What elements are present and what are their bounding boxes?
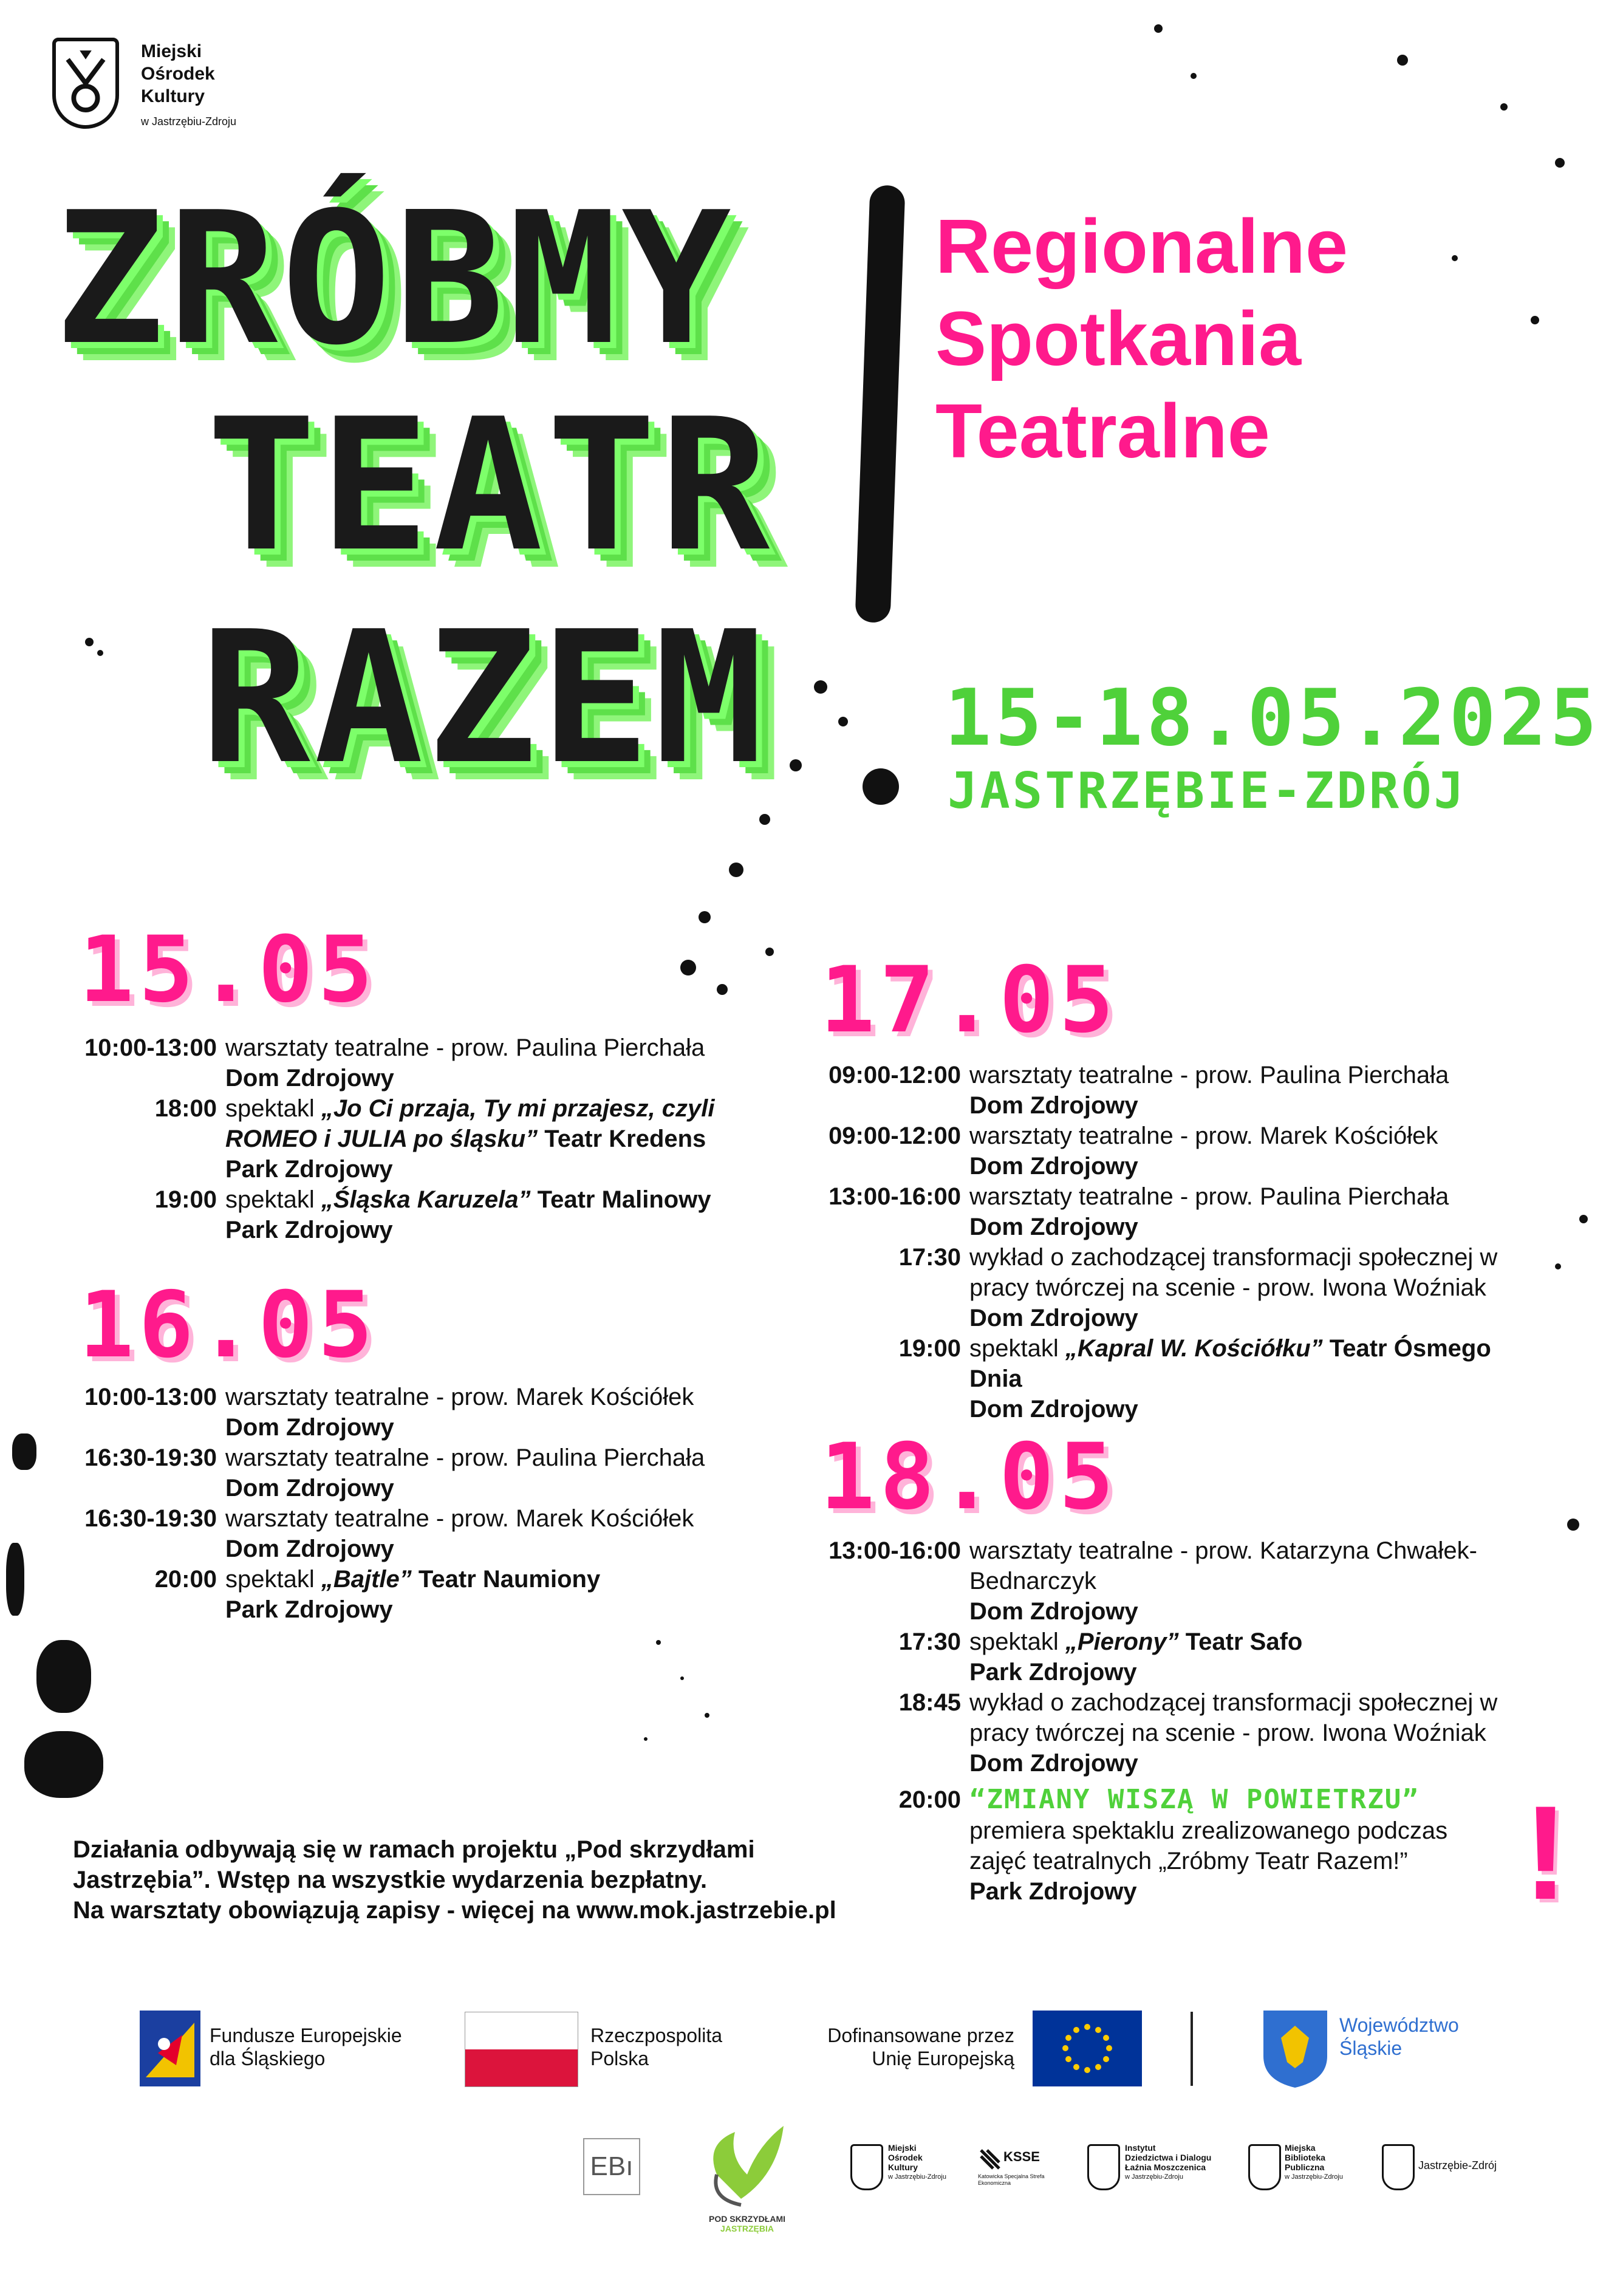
sponsor-divider — [1191, 2012, 1193, 2086]
schedule-entry — [73, 1093, 729, 1184]
exclamation-dot — [863, 768, 899, 805]
entry-time: 20:00 — [154, 1566, 217, 1593]
entry-time: 09:00-12:00 — [829, 1122, 961, 1149]
library-label: Miejska Biblioteka Publiczna w Jastrzębiu-Zdroju — [1285, 2143, 1343, 2181]
finale-description: premiera spektaklu zrealizowanego podczas zajęć teatralnych „Zróbmy Teatr Razem!” — [969, 1817, 1448, 1874]
entry-description: wykład o zachodzącej transformacji społecznej w pracy twórczej na scenie - prow. Iwona Woźniak — [969, 1689, 1498, 1746]
day-header: 15.05 — [79, 917, 378, 1023]
entry-location: Park Zdrojowy — [225, 1156, 393, 1183]
entry-time: 18:45 — [898, 1689, 961, 1716]
mok-logo-icon — [52, 38, 119, 129]
ebi-logo: EBı — [583, 2138, 640, 2195]
show-title: „Jo Ci przaja, Ty mi przajesz, czyli ROMEO i JULIA po śląsku” — [225, 1095, 715, 1152]
entry-time: 13:00-16:00 — [829, 1537, 961, 1564]
title-line-3: RAZEM — [200, 592, 768, 804]
pod-skrzydlami-logo — [692, 2120, 802, 2241]
entry-location: Dom Zdrojowy — [225, 1065, 394, 1092]
entry-location: Park Zdrojowy — [969, 1878, 1137, 1905]
city-logo-icon — [1382, 2144, 1415, 2190]
day-header: 17.05 — [820, 948, 1119, 1053]
title-line-1: ZRÓBMY — [55, 173, 735, 385]
schedule-entry — [817, 1687, 1522, 1778]
fe-logo-icon — [140, 2011, 200, 2086]
entry-time: 13:00-16:00 — [829, 1183, 961, 1210]
rp-label: Rzeczpospolita Polska — [590, 2024, 722, 2069]
theatre-name: Teatr Naumiony — [411, 1566, 601, 1593]
entry-time: 19:00 — [154, 1186, 217, 1213]
show-title: „Kapral W. Kościółku” — [1065, 1335, 1323, 1362]
day-header: 18.05 — [820, 1424, 1119, 1530]
schedule-entry — [817, 1627, 1522, 1687]
entry-location: Dom Zdrojowy — [969, 1092, 1138, 1119]
entry-time: 16:30-19:30 — [84, 1505, 217, 1532]
schedule-entry — [817, 1181, 1546, 1242]
entry-time: 10:00-13:00 — [84, 1034, 217, 1061]
entry-location: Park Zdrojowy — [969, 1659, 1137, 1686]
entry-description: spektakl — [225, 1095, 321, 1122]
mok-small-logo-icon — [850, 2144, 883, 2190]
schedule-entry — [817, 1060, 1546, 1121]
schedule-entry — [817, 1242, 1546, 1333]
eu-label: Dofinansowane przez Unię Europejską — [827, 2024, 1014, 2069]
show-title: „Bajtle” — [321, 1566, 412, 1593]
silesia-coat-of-arms-icon — [1260, 2007, 1330, 2089]
show-title: „Śląska Karuzela” — [321, 1186, 531, 1213]
ksse-sub: Katowicka Specjalna Strefa Ekonomiczna — [978, 2173, 1045, 2186]
entry-location: Dom Zdrojowy — [969, 1396, 1138, 1423]
entry-time: 16:30-19:30 — [84, 1444, 217, 1471]
event-dates: 15-18.05.2025 — [945, 673, 1601, 764]
entry-location: Dom Zdrojowy — [225, 1536, 394, 1562]
theatre-name: Teatr Safo — [1178, 1628, 1303, 1655]
entry-description: warsztaty teatralne - prow. Marek Kościółek — [969, 1122, 1438, 1149]
city-label: Jastrzębie-Zdrój — [1418, 2159, 1497, 2171]
day-header: 16.05 — [79, 1273, 378, 1378]
wing-icon — [692, 2120, 802, 2211]
ksse-label: KSSE — [1003, 2149, 1040, 2164]
entry-time: 10:00-13:00 — [84, 1384, 217, 1410]
footer-note: Działania odbywają się w ramach projektu „Pod skrzydłami Jastrzębia”. Wstęp na wszystkie wydarzenia bezpłatny. Na warsztaty obowiązują zapisy - więcej na www.mok.jastrzebie.pl — [73, 1836, 836, 1924]
entry-location: Dom Zdrojowy — [969, 1305, 1138, 1331]
entry-location: Park Zdrojowy — [225, 1217, 393, 1243]
schedule-day-3 — [817, 1060, 1546, 1424]
entry-description: wykład o zachodzącej transformacji społecznej w pracy twórczej na scenie - prow. Iwona Woźniak — [969, 1244, 1498, 1301]
schedule-entry — [73, 1443, 729, 1503]
pod-skrzydlami-line1: POD SKRZYDŁAMI — [709, 2214, 785, 2224]
event-subtitle: Regionalne Spotkania Teatralne — [935, 203, 1348, 474]
eu-flag-icon — [1033, 2011, 1142, 2086]
entry-description: warsztaty teatralne - prow. Paulina Pierchała — [225, 1034, 705, 1061]
exclamation-bar — [855, 185, 905, 623]
entry-description: warsztaty teatralne - prow. Paulina Pierchała — [969, 1183, 1449, 1210]
entry-location: Dom Zdrojowy — [969, 1153, 1138, 1180]
schedule-entry — [73, 1033, 729, 1093]
event-city: JASTRZĘBIE-ZDRÓJ — [948, 762, 1466, 820]
entry-description: warsztaty teatralne - prow. Paulina Pierchała — [969, 1062, 1449, 1088]
entry-description: warsztaty teatralne - prow. Katarzyna Chwałek-Bednarczyk — [969, 1537, 1477, 1594]
entry-location: Dom Zdrojowy — [969, 1214, 1138, 1240]
entry-time: 17:30 — [898, 1244, 961, 1271]
entry-location: Park Zdrojowy — [225, 1596, 393, 1623]
mok-small-label: Miejski Ośrodek Kultury w Jastrzębiu-Zdroju — [888, 2143, 946, 2181]
entry-location: Dom Zdrojowy — [969, 1750, 1138, 1777]
title-line-2: TEATR — [207, 380, 774, 592]
theatre-name: Teatr Malinowy — [530, 1186, 711, 1213]
theatre-name: Teatr Ósmego Dnia — [969, 1335, 1491, 1392]
entry-time: 19:00 — [898, 1335, 961, 1362]
entry-description: warsztaty teatralne - prow. Paulina Pierchała — [225, 1444, 705, 1471]
entry-description: warsztaty teatralne - prow. Marek Kościółek — [225, 1505, 694, 1532]
schedule-day-2 — [73, 1382, 729, 1625]
organizer-name: Miejski Ośrodek Kultury — [141, 41, 215, 106]
ws-label: Województwo Śląskie — [1339, 2014, 1459, 2059]
schedule-entry — [817, 1333, 1546, 1424]
entry-description: spektakl — [969, 1335, 1065, 1362]
theatre-name: Teatr Kredens — [538, 1126, 706, 1152]
institute-label: Instytut Dziedzictwa i Dialogu Łaźnia Moszczenica w Jastrzębiu-Zdroju — [1125, 2143, 1212, 2181]
fe-label: Fundusze Europejskie dla Śląskiego — [210, 2024, 402, 2069]
entry-time: 18:00 — [154, 1095, 217, 1122]
entry-description: spektakl — [969, 1628, 1065, 1655]
library-logo-icon — [1248, 2144, 1281, 2190]
schedule-entry — [73, 1503, 729, 1564]
entry-description: spektakl — [225, 1186, 321, 1213]
entry-location: Dom Zdrojowy — [225, 1414, 394, 1441]
entry-location: Dom Zdrojowy — [225, 1475, 394, 1502]
poland-flag-icon — [465, 2012, 578, 2087]
entry-time: 20:00 — [898, 1786, 961, 1813]
show-title: „Pierony” — [1065, 1628, 1179, 1655]
organizer-location: w Jastrzębiu-Zdroju — [141, 115, 237, 128]
schedule-day-1 — [73, 1033, 729, 1245]
entry-time: 17:30 — [898, 1628, 961, 1655]
entry-location: Dom Zdrojowy — [969, 1598, 1138, 1625]
pod-skrzydlami-line2: JASTRZĘBIA — [720, 2224, 774, 2233]
schedule-entry — [73, 1382, 729, 1443]
schedule-entry — [817, 1121, 1546, 1181]
schedule-entry — [73, 1564, 729, 1625]
pink-exclamation: ! — [1523, 1778, 1568, 1927]
entry-description: spektakl — [225, 1566, 321, 1593]
schedule-entry — [817, 1536, 1522, 1627]
ksse-logo-icon — [978, 2147, 1002, 2171]
finale-title: “ZMIANY WISZĄ W POWIETRZU” — [969, 1784, 1420, 1815]
entry-time: 09:00-12:00 — [829, 1062, 961, 1088]
entry-description: warsztaty teatralne - prow. Marek Kościółek — [225, 1384, 694, 1410]
institute-logo-icon — [1087, 2144, 1120, 2190]
schedule-entry — [73, 1184, 729, 1245]
